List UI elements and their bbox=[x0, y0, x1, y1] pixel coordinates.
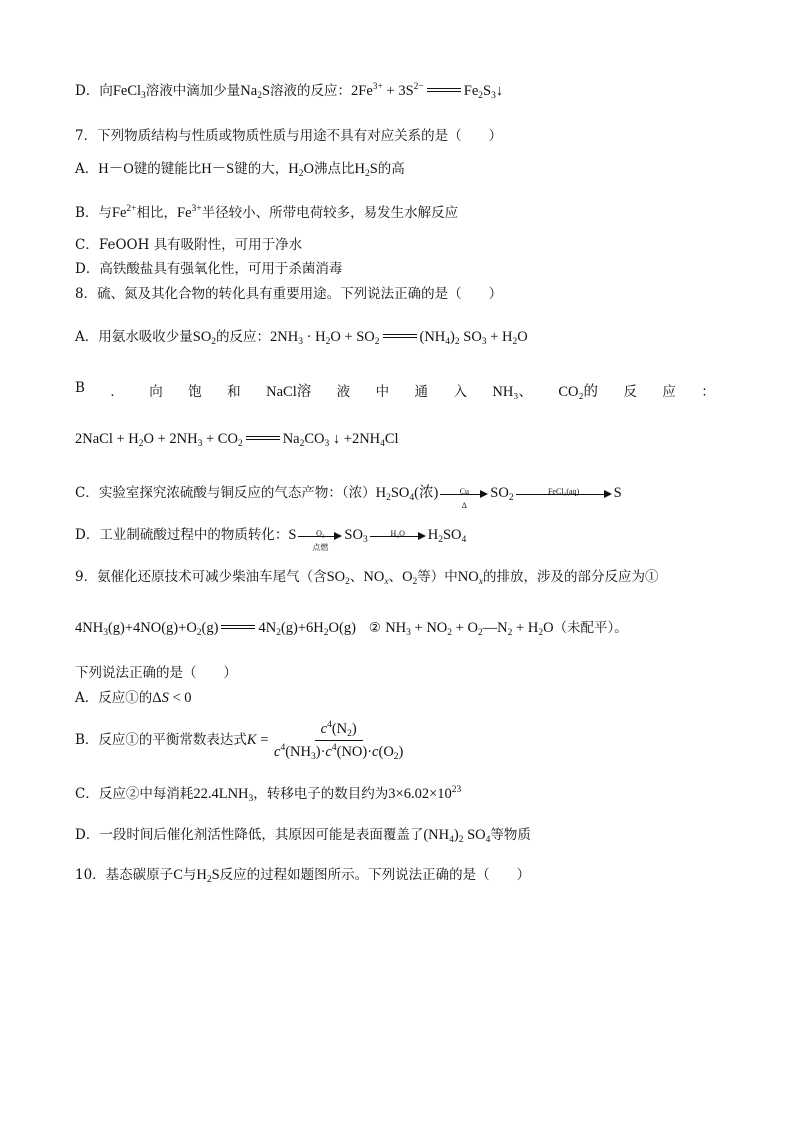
q7-option-a: A．H－O键的键能比H－S键的大，$H_2O$沸点比$H_2S$的高 bbox=[75, 161, 405, 179]
q6-d-equation: $2Fe^{3+} + 3S^{2-}$ $Fe_2S_3↓$ bbox=[351, 82, 504, 101]
q7-option-b: B．与$Fe^{2+}$相比，$Fe^{3+}$半径较小、所带电荷较多，易发生水解反应 bbox=[75, 204, 459, 221]
q6-option-d: D．向FeCl$_3$溶液中滴加少量$Na_2S$溶液的反应：$2Fe^{3+} + 3S^{2-}$ $Fe_2S_3↓$ bbox=[75, 82, 504, 101]
q7-stem: 7．下列物质结构与性质或物质性质与用途不具有对应关系的是（ ） bbox=[75, 128, 503, 144]
q8-option-b-equation: 2NaCl + $H_2O + 2NH_3 + CO_2$ $Na_2CO_3$ ↓ $+2NH_4Cl$ bbox=[75, 431, 399, 449]
q8-option-c: C．实验室探究浓硫酸与铜反应的气态产物：（浓）$H_2SO_4$(浓) Cu Δ $SO_2$ FeCl₃(aq) S bbox=[75, 485, 622, 510]
fecl3-formula: FeCl$_3$ bbox=[112, 83, 146, 101]
q7-option-c: C．FeOOH 具有吸附性，可用于净水 bbox=[75, 237, 303, 253]
q8-option-b-stem: B ． 向 饱 和 NaCl溶 液 中 通 入 NH₃、 CO₂的 反 应 ： bbox=[75, 380, 715, 400]
q9-equations: $4NH_3(g)+4NO(g)+O_2(g)$ $4N_2(g)+6H_2O(g)$ ② $NH_3 + NO_2$ + $O_2—N_2 + H_2O$（未配平）。 bbox=[75, 620, 628, 638]
q8-option-a: A．用氨水吸收少量$SO_2$的反应：$2NH_3 \cdot H_2O + SO_2$ $(NH_4)_2$ $SO_3 + H_2O$ bbox=[75, 329, 528, 347]
q10-stem: 10．基态碳原子C与$H_2S$反应的过程如题图所示。下列说法正确的是（ ） bbox=[75, 867, 531, 885]
q9-stem: 9．氨催化还原技术可减少柴油车尾气（含$SO_2$、$NO_x$、$O_2$等）中$NO_x$的排放，涉及的部分反应为① bbox=[75, 569, 659, 587]
q8-option-d: D．工业制硫酸过程中的物质转化：S O₂ 点燃 $SO_3$ H₂O $H_2SO_4$ bbox=[75, 527, 467, 552]
q8-stem: 8．硫、氮及其化合物的转化具有重要用途。下列说法正确的是（ ） bbox=[75, 286, 503, 302]
q7-option-d: D．高铁酸盐具有强氧化性，可用于杀菌消毒 bbox=[75, 261, 343, 277]
q9-option-a: A．反应①的ΔS < 0 bbox=[75, 690, 192, 706]
q9-ask: 下列说法正确的是（ ） bbox=[75, 665, 237, 681]
na2s-formula: $Na_2S$ bbox=[240, 83, 271, 101]
q9-option-b: B．反应①的平衡常数表达式K = $\frac{c^4(N_2)}{c^4(NH_3)\cdot c^4(NO)\cdot c(O_2)}$ bbox=[75, 720, 404, 762]
q9-option-c: C．反应②中每消耗$22.4LNH_3$，转移电子的数目约为$3\times 6.02\times 10^{23}$ bbox=[75, 785, 462, 804]
q9-option-d: D．一段时间后催化剂活性降低，其原因可能是表面覆盖了$(NH_4)_2$ $SO_4$等物质 bbox=[75, 827, 531, 845]
